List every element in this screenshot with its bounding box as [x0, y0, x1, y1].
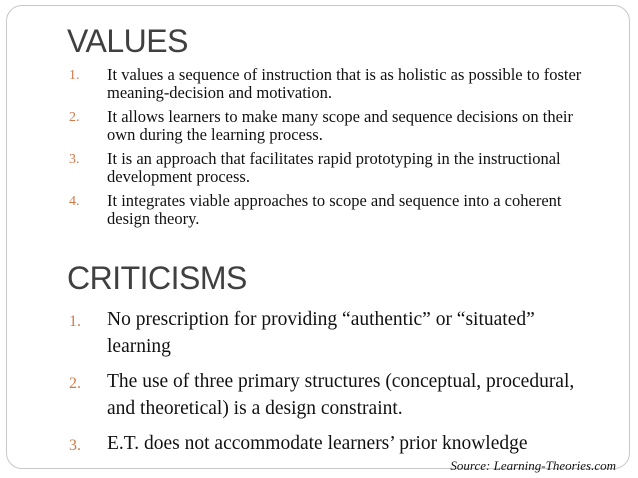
list-item-text: No prescription for providing “authentic” or “situated” learning: [107, 309, 535, 357]
list-number: 3.: [69, 437, 81, 454]
list-item-text: The use of three primary structures (conceptual, procedural, and theoretical) is a design constraint.: [107, 371, 575, 419]
values-item: [69, 108, 594, 144]
values-item: [69, 192, 594, 228]
list-number: 2.: [69, 375, 81, 392]
criticisms-item: [69, 306, 594, 360]
criticisms-item: [69, 430, 594, 457]
list-item-text: It allows learners to make many scope and sequence decisions on their own during the learning process.: [107, 107, 573, 144]
criticisms-item: [69, 368, 594, 422]
list-item-text: It is an approach that facilitates rapid prototyping in the instructional development process.: [107, 149, 561, 186]
list-item-text: It values a sequence of instruction that is as holistic as possible to foster meaning-decision and motivation.: [107, 65, 582, 102]
list-number: 4.: [69, 194, 80, 209]
list-number: 2.: [69, 110, 80, 125]
values-item: [69, 66, 594, 102]
criticisms-heading: CRITICISMS: [67, 260, 247, 296]
criticisms-list: [69, 306, 594, 465]
list-item-text: It integrates viable approaches to scope and sequence into a coherent design theory.: [107, 191, 562, 228]
values-list: [69, 66, 594, 234]
list-number: 1.: [69, 68, 80, 83]
list-item-text: E.T. does not accommodate learners’ prior knowledge: [107, 433, 528, 454]
source-citation: Source: Learning-Theories.com: [450, 458, 616, 473]
list-number: 3.: [69, 152, 80, 167]
values-item: [69, 150, 594, 186]
list-number: 1.: [69, 313, 81, 330]
values-heading: VALUES: [67, 23, 188, 59]
